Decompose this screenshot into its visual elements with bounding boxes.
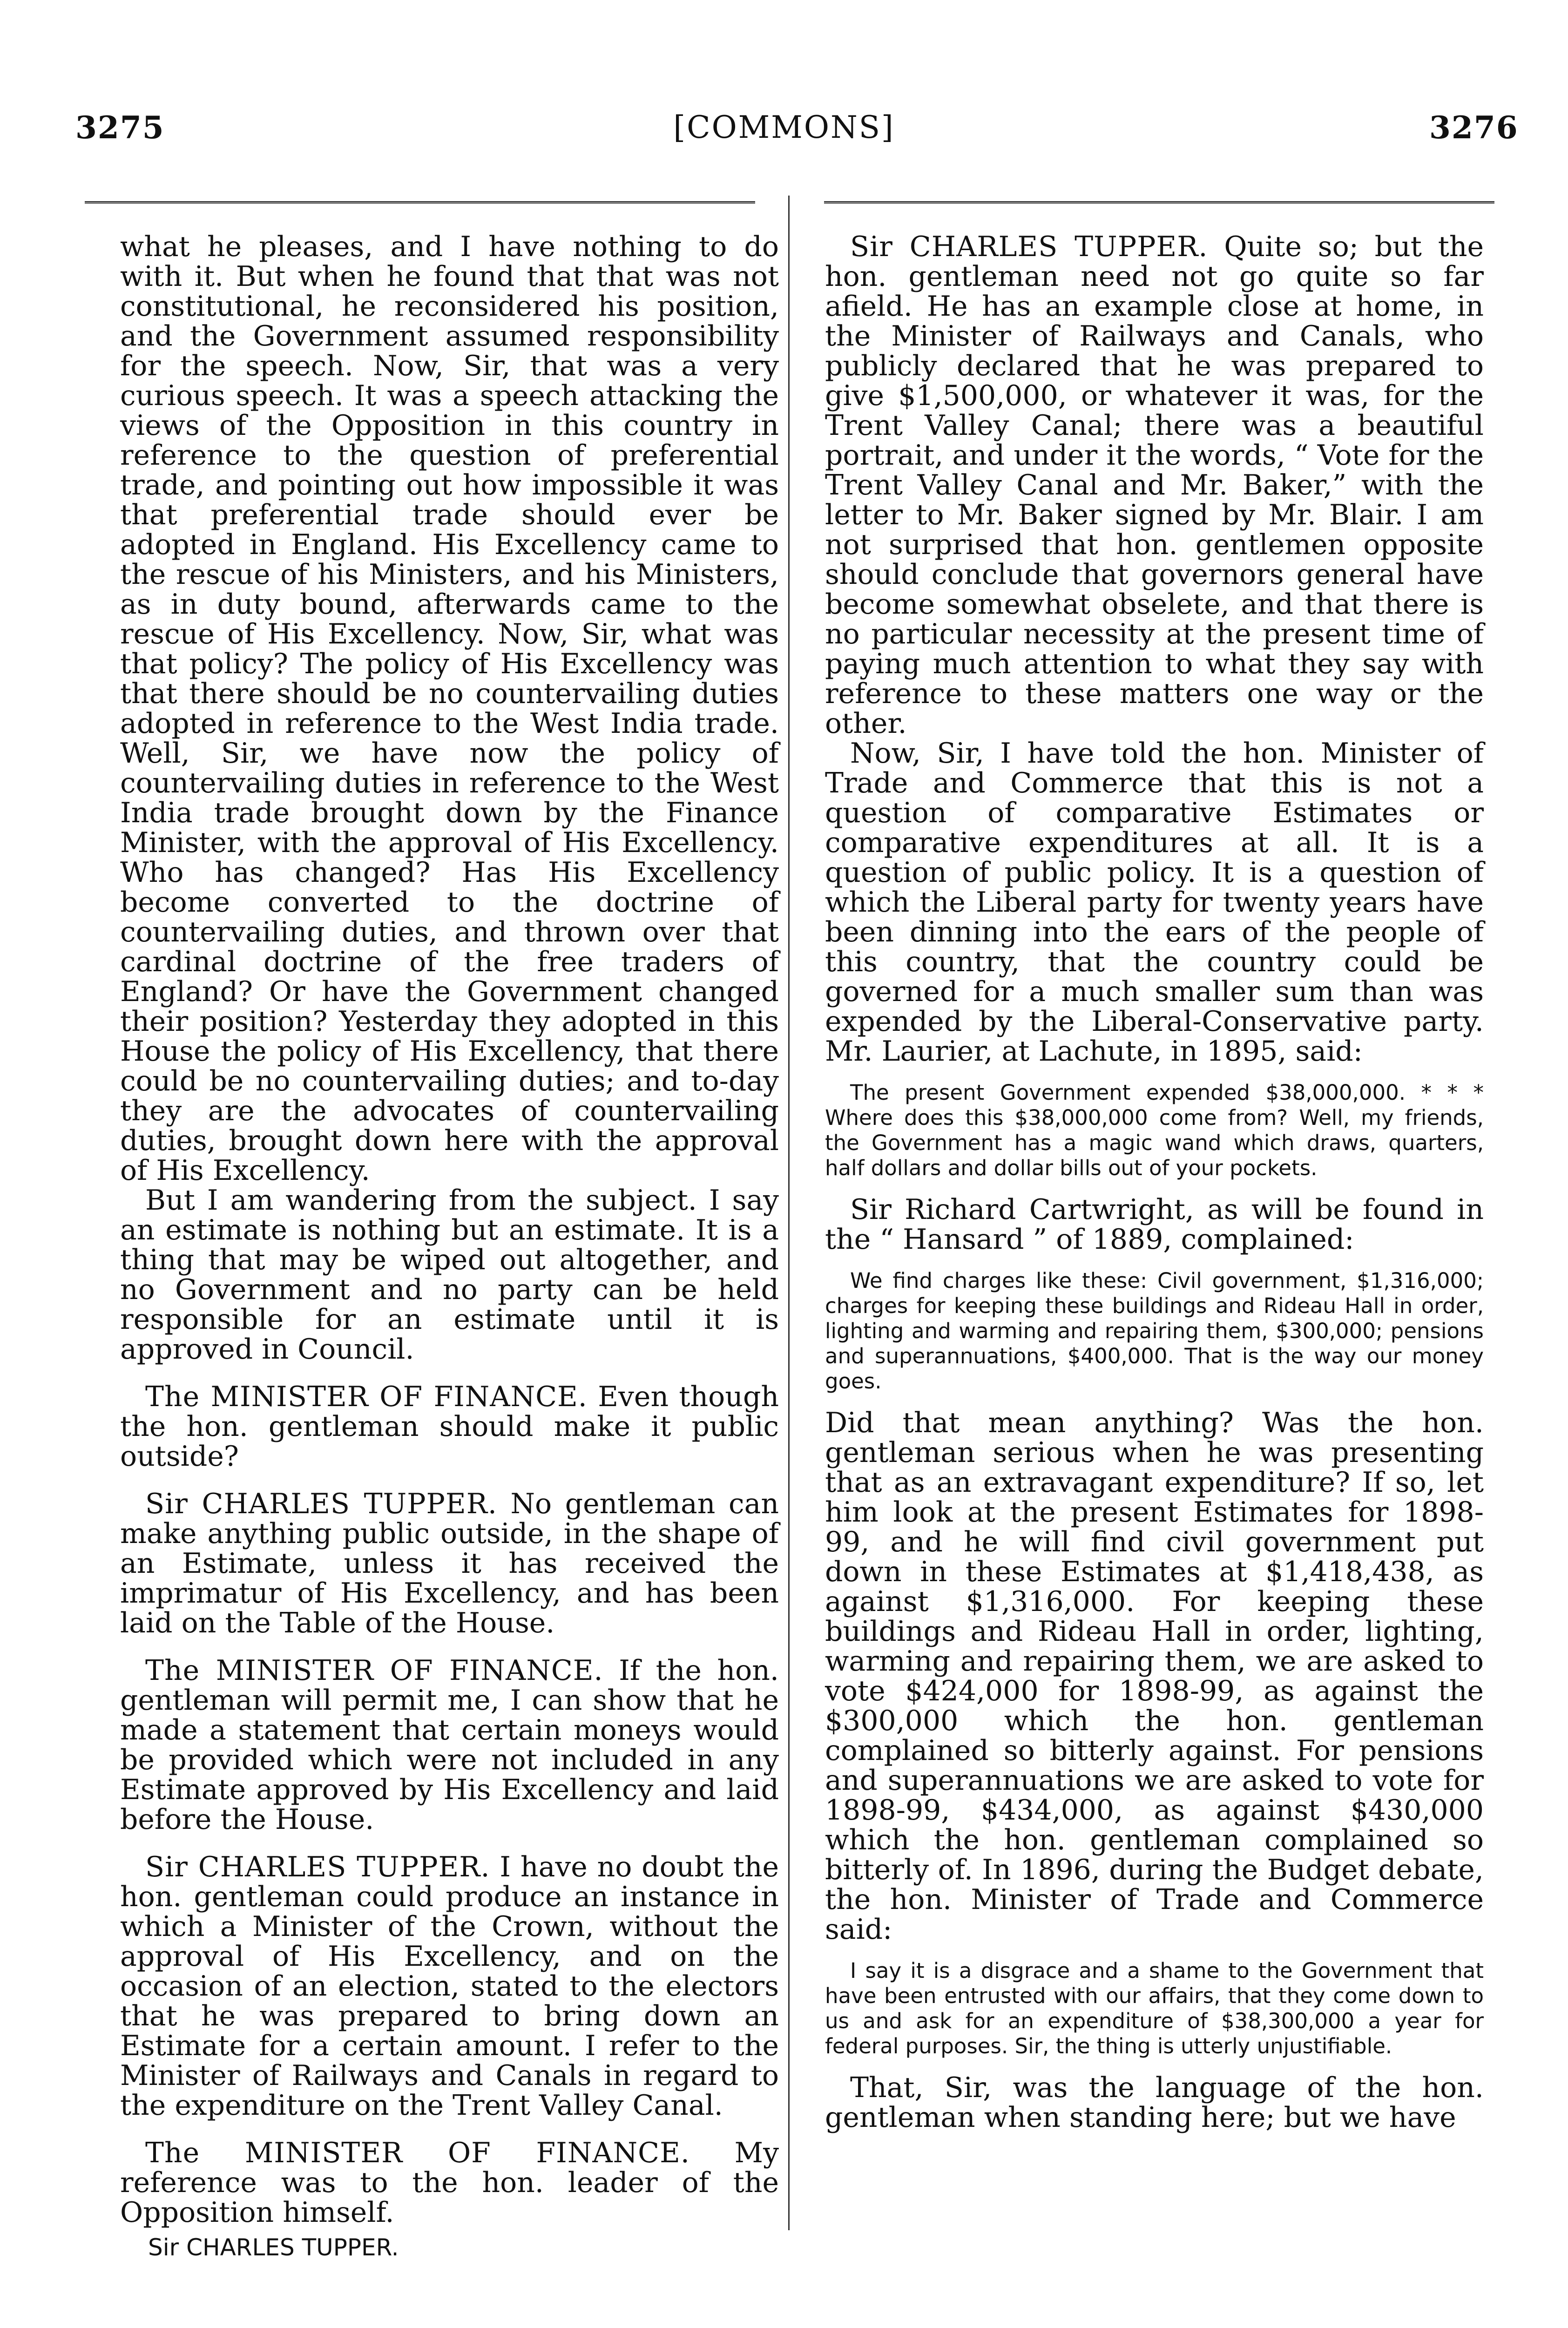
- speech-text: Even though the hon. gentleman should make it public outside?: [120, 1381, 779, 1473]
- block-quote: The present Government expended $38,000,000. * * * Where does this $38,000,000 come from? Well, my friends, the Government has a magic wand which draws, quarters, half dollars and dollar bills out of your pockets.: [825, 1080, 1484, 1180]
- speech: [120, 1852, 779, 2120]
- speech-text: I have no doubt the hon. gentleman could produce an instance in which a Minister of the Crown, without the approval of His Excellency, and on the occasion of an election, stated to the electors that he was prepared to bring down an Estimate for a certain amount. I refer to the Minister of Railways and Canals in regard to the expenditure on the Trent Valley Canal.: [120, 1851, 779, 2122]
- speech: [120, 1489, 779, 1638]
- paragraph: Sir Richard Cartwright, as will be found in the “ Hansard ” of 1889, complained:: [825, 1193, 1484, 1256]
- running-title: [COMMONS]: [673, 109, 895, 145]
- speaker-name: The MINISTER OF FINANCE.: [145, 2137, 690, 2169]
- page-number-left: 3275: [75, 109, 165, 146]
- block-quote: We find charges like these: Civil government, $1,316,000; charges for keeping these buildings and Rideau Hall in order, lighting and warming and repairing them, $300,000; pensions and superannuations, $400,000. That is the way our money goes.: [825, 1268, 1484, 1394]
- speech-text: If the hon. gentleman will permit me, I can show that he made a statement that certain moneys would be provided which were not included in any Estimate approved by His Excellency and laid before the House.: [120, 1654, 779, 1836]
- speech: [825, 232, 1484, 738]
- speaker-name: Sir CHARLES TUPPER.: [145, 1851, 490, 1883]
- speech-text: No gentleman can make anything public outside, in the shape of an Estimate, unless it has received the imprimatur of His Excellency, and has been laid on the Table of the House.: [120, 1488, 779, 1639]
- speaker-name: The MINISTER OF FINANCE.: [145, 1381, 588, 1413]
- speech: [120, 1656, 779, 1834]
- header-rule-left: [85, 201, 755, 203]
- paragraph: Did that mean anything? Was the hon. gentleman serious when he was presenting that as an extravagant expenditure? If so, let him look at the present Estimates for 1898-99, and he will find civil government put down in these Estimates at $1,418,438, as against $1,316,000. For keeping these buildings and Rideau Hall in order, lighting, warming and repairing them, we are asked to vote $424,000 for 1898-99, as against the $300,000 which the hon. gentleman complained so bitterly against. For pensions and superannuations we are asked to vote for 1898-99, $434,000, as against $430,000 which the hon. gentleman complained so bitterly of. In 1896, during the Budget debate, the hon. Minister of Trade and Commerce said:: [825, 1407, 1484, 1946]
- left-column: [120, 232, 779, 2261]
- speech-text: My reference was to the hon. leader of the Opposition himself.: [120, 2137, 779, 2229]
- trailing-speaker: Sir CHARLES TUPPER.: [148, 2234, 399, 2261]
- paragraph: But I am wandering from the subject. I say an estimate is nothing but an estimate. It is a thing that may be wiped out altogether, and no Government and no party can be held responsible for an estimate until it is approved in Council.: [120, 1184, 779, 1366]
- page-number-right: 3276: [1429, 109, 1519, 146]
- speaker-name: The MINISTER OF FINANCE.: [145, 1654, 603, 1687]
- speaker-name: Sir CHARLES TUPPER.: [145, 1488, 497, 1520]
- speaker-name: Sir CHARLES TUPPER.: [850, 230, 1208, 263]
- right-column: [825, 232, 1484, 2132]
- column-divider: [788, 196, 790, 2230]
- page-header: [0, 109, 1568, 161]
- speech: [120, 1382, 779, 1471]
- paragraph: That, Sir, was the language of the hon. gentleman when standing here; but we have: [825, 2071, 1484, 2134]
- speech: [120, 2138, 779, 2227]
- block-quote: I say it is a disgrace and a shame to the Government that have been entrusted with our affairs, that they come down to us and ask for an expenditure of $38,300,000 a year for federal purposes. Sir, the thing is utterly unjustifiable.: [825, 1958, 1484, 2058]
- paragraph: what he pleases, and I have nothing to do with it. But when he found that that was not constitutional, he reconsidered his position, and the Government assumed responsibility for the speech. Now, Sir, that was a very curious speech. It was a speech attacking the views of the Opposition in this country in reference to the question of preferential trade, and pointing out how impossible it was that preferential trade should ever be adopted in England. His Excellency came to the rescue of his Ministers, and his Ministers, as in duty bound, afterwards came to the rescue of His Excellency. Now, Sir, what was that policy? The policy of His Excellency was that there should be no countervailing duties adopted in reference to the West India trade. Well, Sir, we have now the policy of countervailing duties in reference to the West India trade brought down by the Finance Minister, with the approval of His Excellency. Who has changed? Has His Excellency become converted to the doctrine of countervailing duties, and thrown over that cardinal doctrine of the free traders of England? Or have the Government changed their position? Yesterday they adopted in this House the policy of His Excellency, that there could be no countervailing duties; and to-day they are the advocates of countervailing duties, brought down here with the approval of His Excellency.: [120, 230, 779, 1187]
- paragraph: Now, Sir, I have told the hon. Minister of Trade and Commerce that this is not a question of comparative Estimates or comparative expenditures at all. It is a question of public policy. It is a question of which the Liberal party for twenty years have been dinning into the ears of the people of this country, that the country could be governed for a much smaller sum than was expended by the Liberal-Conservative party. Mr. Laurier, at Lachute, in 1895, said:: [825, 737, 1484, 1068]
- header-rule-right: [824, 201, 1494, 203]
- speech-text: Quite so; but the hon. gentleman need not go quite so far afield. He has an example close at home, in the Minister of Railways and Canals, who publicly declared that he was prepared to give $1,500,000, or whatever it was, for the Trent Valley Canal; there was a beautiful portrait, and under it the words, “ Vote for the Trent Valley Canal and Mr. Baker,” with the letter to Mr. Baker signed by Mr. Blair. I am not surprised that hon. gentlemen opposite should conclude that governors general have become somewhat obselete, and that there is no particular necessity at the present time of paying much attention to what they say with reference to these matters one way or the other.: [825, 230, 1484, 740]
